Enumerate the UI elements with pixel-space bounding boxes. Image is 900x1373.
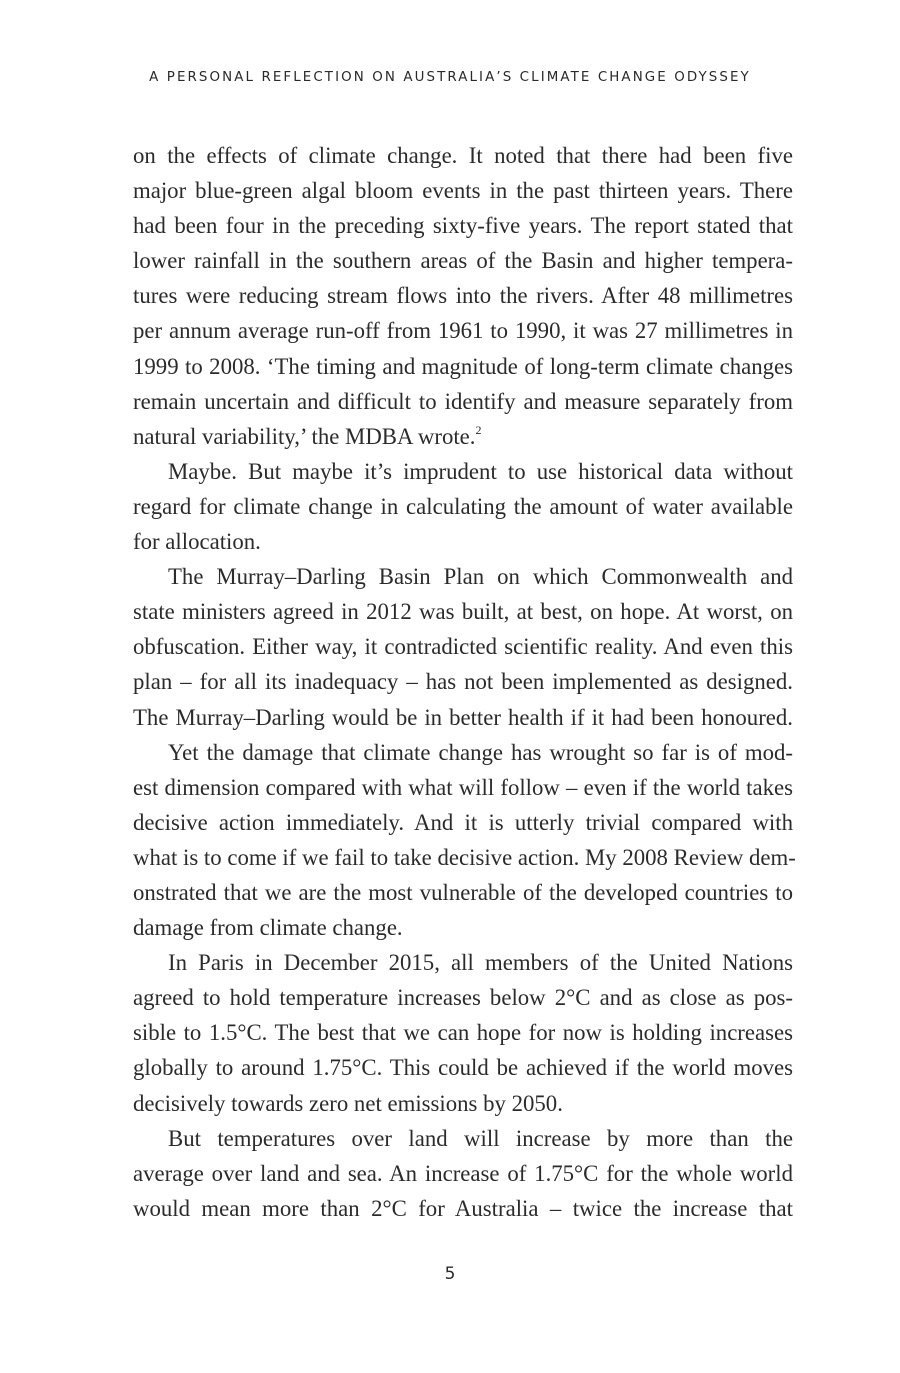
text-line: In Paris in December 2015, all members of the United Nations [168,950,793,976]
text-line: had been four in the preceding sixty-five years. The report stated that [133,213,793,239]
text-line: state ministers agreed in 2012 was built, at best, on hope. At worst, on [133,599,793,625]
paragraph [133,138,793,454]
paragraph [133,945,793,1120]
paragraph [133,559,793,734]
text-line: The Murray–Darling would be in better health if it had been honoured. [133,704,793,730]
text-line: for allocation. [133,529,261,555]
text-line: major blue-green algal bloom events in the past thirteen years. There [133,178,793,204]
running-head: A PERSONAL REFLECTION ON AUSTRALIA’S CLIMATE CHANGE ODYSSEY [149,70,751,85]
text-line: onstrated that we are the most vulnerable of the developed countries to [133,879,793,905]
paragraph [133,1121,793,1226]
text-line: on the effects of climate change. It noted that there had been five [133,143,793,168]
page-number: 5 [444,1264,456,1284]
text-line: average over land and sea. An increase of 1.75°C for the whole world [133,1160,793,1186]
text-line: The Murray–Darling Basin Plan on which Commonwealth and [168,564,793,590]
paragraph [133,454,793,559]
text-line [133,419,793,454]
text-line: regard for climate change in calculating the amount of water available [133,493,793,519]
text-line: decisive action immediately. And it is utterly trivial compared with [133,809,793,835]
text-line: agreed to hold temperature increases below 2°C and as close as pos- [133,985,793,1011]
text-line: would mean more than 2°C for Australia – twice the increase that [133,1195,793,1221]
text-line: sible to 1.5°C. The best that we can hope for now is holding increases [133,1020,793,1046]
text-line: Maybe. But maybe it’s imprudent to use historical data without [168,458,793,484]
text-line: tures were reducing stream flows into the rivers. After 48 millimetres [133,283,793,309]
text-line: globally to around 1.75°C. This could be achieved if the world moves [133,1055,793,1081]
text-line: per annum average run-off from 1961 to 1990, it was 27 millimetres in [133,318,793,344]
text-line: est dimension compared with what will follow – even if the world takes [133,774,793,800]
text-line: obfuscation. Either way, it contradicted scientific reality. And even this [133,634,793,660]
text-line: plan – for all its inadequacy – has not been implemented as designed. [133,669,793,695]
footnote-reference[interactable]: 2 [475,422,482,437]
text-line: Yet the damage that climate change has wrought so far is of mod- [168,739,793,765]
body-text [133,138,796,1226]
text-line: remain uncertain and difficult to identify and measure separately from [133,388,793,414]
text-line: 1999 to 2008. ‘The timing and magnitude of long-term climate changes [133,353,793,379]
text-line: damage from climate change. [133,915,403,941]
text-line: decisively towards zero net emissions by 2050. [133,1090,563,1116]
paragraph [133,735,796,946]
text-line: what is to come if we fail to take decisive action. My 2008 Review dem- [133,844,796,870]
text-line: But temperatures over land will increase by more than the [168,1125,793,1151]
text-line: lower rainfall in the southern areas of the Basin and higher tempera- [133,248,793,274]
text-line-content: natural variability,’ the MDBA wrote. [133,423,476,449]
